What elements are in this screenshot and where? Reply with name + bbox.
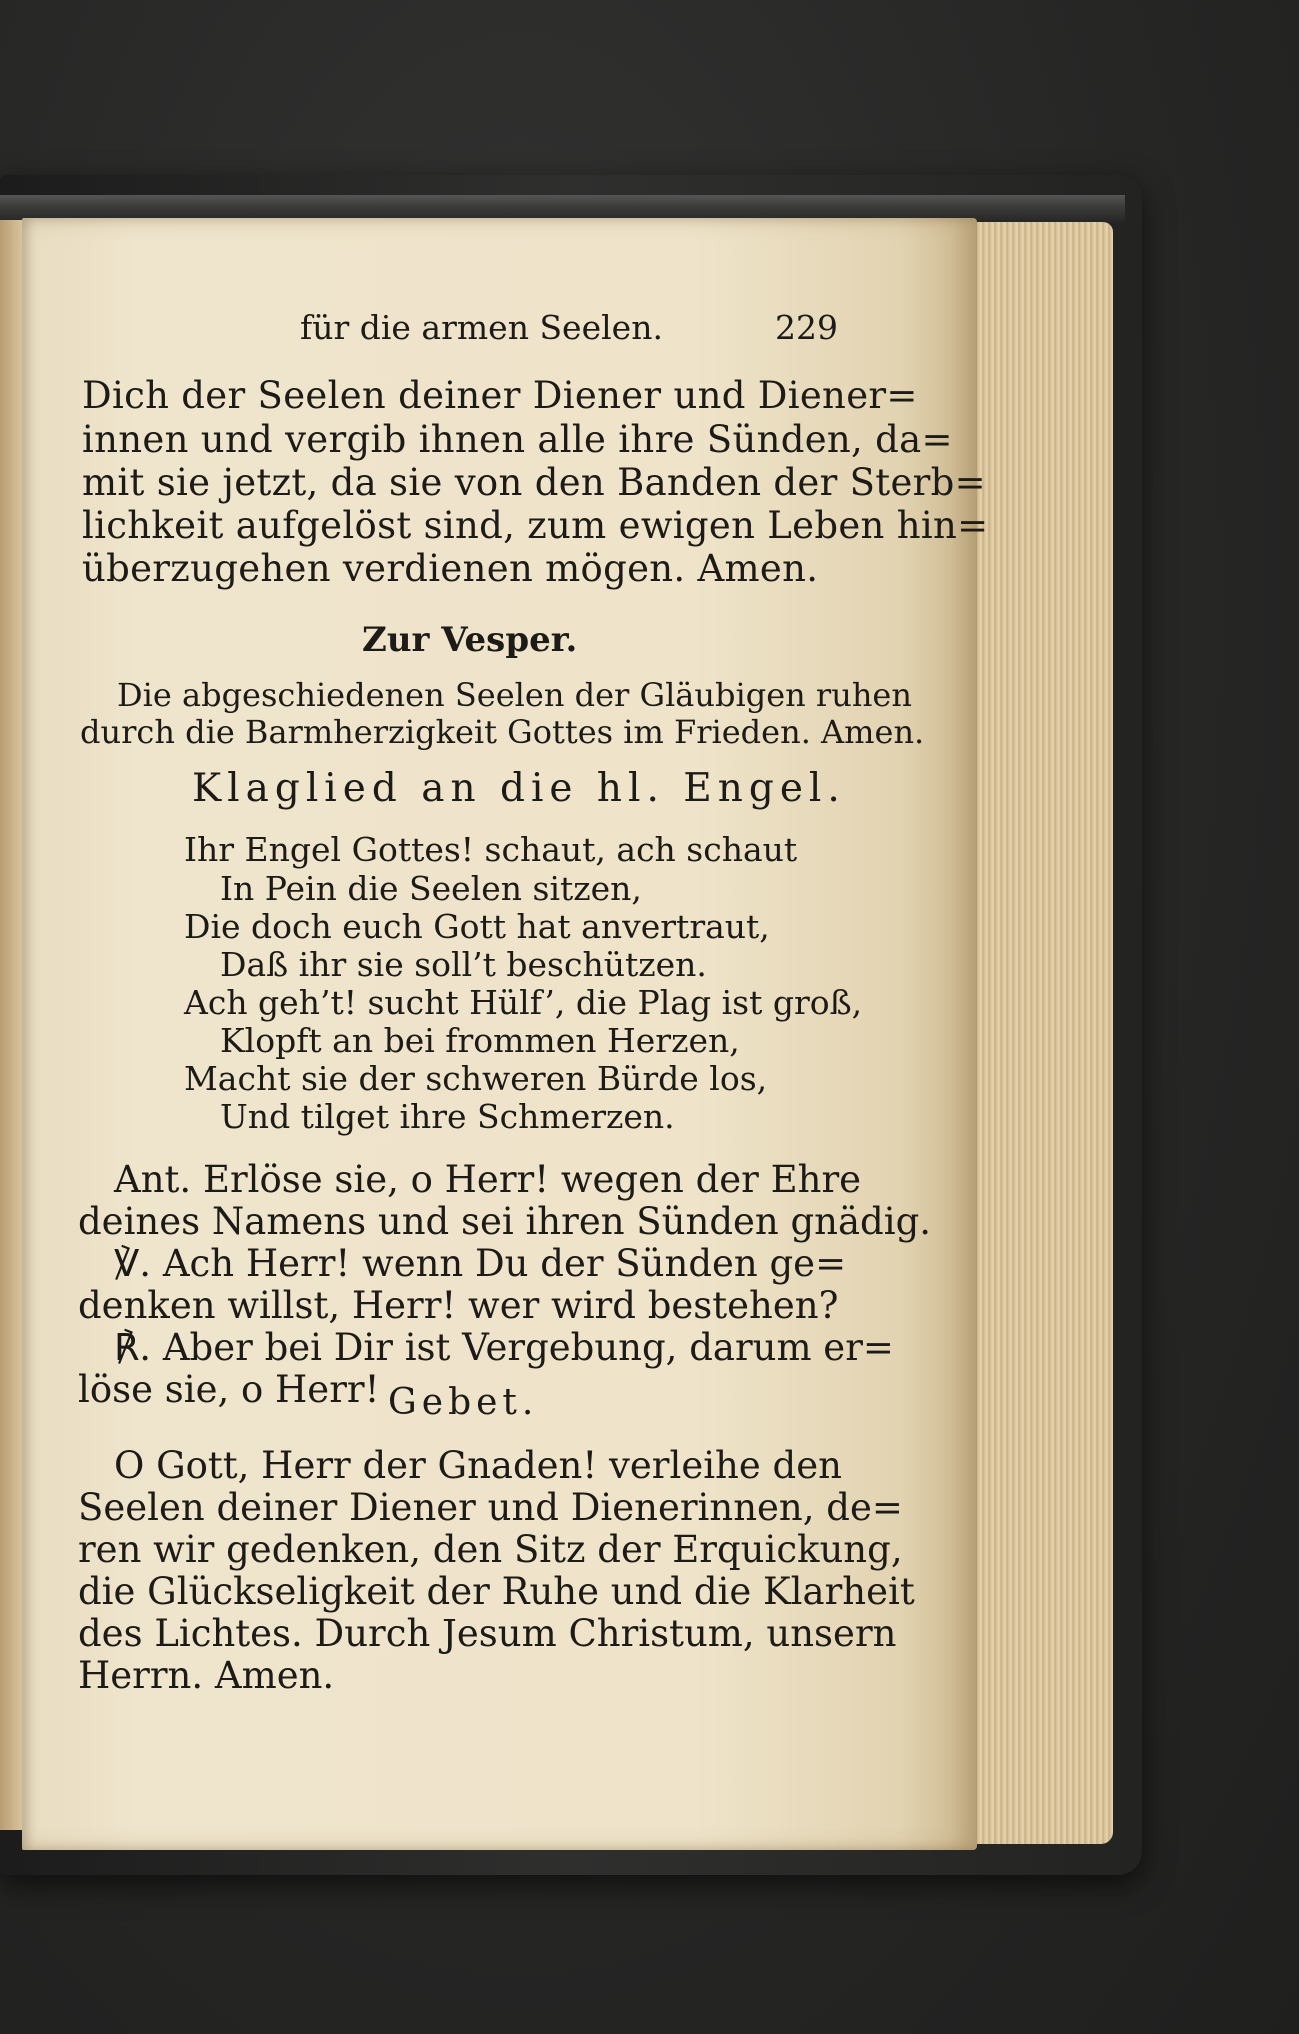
versicle-line: ℣. Ach Herr! wenn Du der Sünden ge= [114, 1242, 847, 1285]
section-title-klaglied: Klaglied an die hl. Engel. [192, 766, 846, 811]
prayer-line: Seelen deiner Diener und Dienerinnen, de= [78, 1486, 903, 1529]
prayer-line: des Lichtes. Durch Jesum Christum, unsern [78, 1612, 897, 1655]
poem-line: Macht sie der schweren Bürde los, [184, 1059, 768, 1098]
prayer-line: Herrn. Amen. [78, 1654, 335, 1697]
paragraph-line: überzugehen verdienen mögen. Amen. [82, 547, 819, 590]
paragraph-line: mit sie jetzt, da sie von den Banden der Sterb= [82, 461, 986, 504]
vesper-line: Die abgeschiedenen Seelen der Gläubigen ruhen [117, 676, 912, 714]
response-line: ℟. Aber bei Dir ist Vergebung, darum er= [114, 1326, 894, 1369]
poem-line: Daß ihr sie soll’t beschützen. [220, 945, 707, 984]
prayer-line: O Gott, Herr der Gnaden! verleihe den [114, 1444, 842, 1487]
response-line: löse sie, o Herr! [78, 1368, 380, 1411]
antiphon-line: deines Namens und sei ihren Sünden gnädig. [78, 1200, 932, 1243]
page-number: 229 [775, 308, 838, 347]
poem-line: In Pein die Seelen sitzen, [220, 869, 642, 908]
section-title-vesper: Zur Vesper. [362, 620, 578, 660]
versicle-line: denken willst, Herr! wer wird bestehen? [78, 1284, 839, 1327]
poem-line: Ach geh’t! sucht Hülf’, die Plag ist groß, [184, 983, 863, 1022]
poem-line: Die doch euch Gott hat anvertraut, [184, 907, 770, 946]
vesper-line: durch die Barmherzigkeit Gottes im Frieden. Amen. [80, 713, 925, 751]
running-header: für die armen Seelen. [300, 308, 663, 347]
left-page-edge [0, 220, 22, 1830]
antiphon-line: Ant. Erlöse sie, o Herr! wegen der Ehre [114, 1158, 862, 1201]
prayer-line: ren wir gedenken, den Sitz der Erquickung, [78, 1528, 903, 1571]
poem-line: Und tilget ihre Schmerzen. [220, 1097, 675, 1136]
book-page [22, 218, 989, 1850]
prayer-line: die Glückseligkeit der Ruhe und die Klarheit [78, 1570, 915, 1613]
poem-line: Klopft an bei frommen Herzen, [220, 1021, 740, 1060]
poem-line: Ihr Engel Gottes! schaut, ach schaut [184, 830, 798, 869]
paragraph-line: Dich der Seelen deiner Diener und Diener= [82, 374, 918, 417]
paragraph-line: lichkeit aufgelöst sind, zum ewigen Leben hin= [82, 504, 989, 547]
paragraph-line: innen und vergib ihnen alle ihre Sünden, da= [82, 418, 953, 461]
section-title-gebet: Gebet. [388, 1382, 539, 1423]
